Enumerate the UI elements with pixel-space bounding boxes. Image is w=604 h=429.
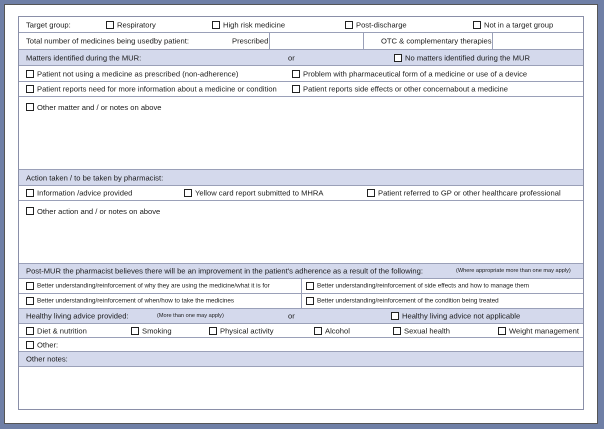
option-respiratory: Respiratory bbox=[117, 20, 156, 29]
healthy-note: (More than one may apply) bbox=[157, 313, 224, 319]
checkbox-yellow-card[interactable] bbox=[184, 189, 192, 197]
healthy-weight-management: Weight management bbox=[509, 326, 579, 335]
other-action-label: Other action and / or notes on above bbox=[37, 207, 161, 216]
checkbox-high-risk[interactable] bbox=[212, 21, 220, 29]
healthy-diet: Diet & nutrition bbox=[37, 326, 87, 335]
checkbox-not-in-target-group[interactable] bbox=[473, 21, 481, 29]
healthy-other-row bbox=[19, 338, 583, 352]
checkbox-side-effects-manage[interactable] bbox=[306, 282, 314, 290]
no-matters-label: No matters identified during the MUR bbox=[405, 53, 530, 62]
divider bbox=[492, 33, 493, 49]
checkbox-need-info[interactable] bbox=[26, 85, 34, 93]
healthy-alcohol: Alcohol bbox=[325, 326, 350, 335]
matter-non-adherence: Patient not using a medicine as prescribed (non-adherence) bbox=[37, 69, 239, 78]
post-mur-row-1 bbox=[19, 279, 583, 294]
action-information-advice: Information /advice provided bbox=[37, 188, 133, 198]
matters-notes-area bbox=[19, 97, 583, 170]
action-header-row bbox=[19, 170, 583, 186]
checkbox-sexual-health[interactable] bbox=[393, 327, 401, 335]
paper-sheet bbox=[4, 4, 598, 424]
checkbox-when-how[interactable] bbox=[26, 297, 34, 305]
other-notes-header-row bbox=[19, 352, 583, 367]
option-high-risk: High risk medicine bbox=[223, 20, 286, 29]
divider bbox=[269, 33, 270, 49]
checkbox-respiratory[interactable] bbox=[106, 21, 114, 29]
checkbox-healthy-na[interactable] bbox=[391, 312, 399, 320]
target-group-label: Target group: bbox=[26, 20, 71, 29]
checkbox-alcohol[interactable] bbox=[314, 327, 322, 335]
checkbox-weight-management[interactable] bbox=[498, 327, 506, 335]
prescribed-label: Prescribed bbox=[232, 36, 269, 46]
divider bbox=[301, 279, 302, 293]
action-label: Action taken / to be taken by pharmacist: bbox=[26, 173, 164, 182]
checkbox-referred-gp[interactable] bbox=[367, 189, 375, 197]
medicines-row bbox=[19, 33, 583, 50]
checkbox-healthy-other[interactable] bbox=[26, 341, 34, 349]
matter-need-info: Patient reports need for more information about a medicine or condition bbox=[37, 84, 277, 94]
matters-or: or bbox=[288, 53, 295, 62]
other-notes-label: Other notes: bbox=[26, 354, 68, 364]
checkbox-diet[interactable] bbox=[26, 327, 34, 335]
post-mur-header-row bbox=[19, 264, 583, 279]
checkbox-why-using[interactable] bbox=[26, 282, 34, 290]
healthy-physical-activity: Physical activity bbox=[220, 326, 274, 335]
matters-row-1 bbox=[19, 66, 583, 82]
action-row bbox=[19, 186, 583, 201]
divider bbox=[301, 294, 302, 308]
checkbox-side-effects[interactable] bbox=[292, 85, 300, 93]
checkbox-post-discharge[interactable] bbox=[345, 21, 353, 29]
action-notes-area bbox=[19, 201, 583, 264]
checkbox-smoking[interactable] bbox=[131, 327, 139, 335]
option-not-in-target-group: Not in a target group bbox=[484, 20, 554, 29]
matter-form-device: Problem with pharmaceutical form of a medicine or use of a device bbox=[303, 69, 528, 78]
checkbox-no-matters[interactable] bbox=[394, 54, 402, 62]
post-mur-condition-treated: Better understanding/reinforcement of the condition being treated bbox=[317, 297, 499, 305]
healthy-na-label: Healthy living advice not applicable bbox=[402, 311, 521, 321]
matters-row-2 bbox=[19, 82, 583, 97]
post-mur-note: (Where appropriate more than one may apply) bbox=[456, 268, 571, 274]
option-post-discharge: Post-discharge bbox=[356, 20, 407, 29]
checkbox-condition-treated[interactable] bbox=[306, 297, 314, 305]
post-mur-side-effects-manage: Better understanding/reinforcement of side effects and how to manage them bbox=[317, 282, 530, 290]
checkbox-non-adherence[interactable] bbox=[26, 70, 34, 78]
checkbox-other-matter[interactable] bbox=[26, 103, 34, 111]
action-referred-gp: Patient referred to GP or other healthcare professional bbox=[378, 188, 561, 198]
healthy-label: Healthy living advice provided: bbox=[26, 311, 129, 321]
post-mur-when-how: Better understanding/reinforcement of when/how to take the medicines bbox=[37, 297, 235, 305]
healthy-or: or bbox=[288, 311, 295, 321]
other-matter-label: Other matter and / or notes on above bbox=[37, 103, 162, 112]
checkbox-physical-activity[interactable] bbox=[209, 327, 217, 335]
action-yellow-card: Yellow card report submitted to MHRA bbox=[195, 188, 324, 198]
divider bbox=[363, 33, 364, 49]
post-mur-why-using: Better understanding/reinforcement of why they are using the medicine/what it is for bbox=[37, 282, 270, 290]
mur-form bbox=[18, 16, 584, 410]
matters-header-row bbox=[19, 50, 583, 66]
post-mur-label: Post-MUR the pharmacist believes there will be an improvement in the patient's adherence as a result of the following: bbox=[26, 266, 423, 276]
post-mur-row-2 bbox=[19, 294, 583, 309]
checkbox-other-action[interactable] bbox=[26, 207, 34, 215]
healthy-options-row bbox=[19, 324, 583, 338]
matter-side-effects: Patient reports side effects or other concernabout a medicine bbox=[303, 84, 509, 94]
healthy-smoking: Smoking bbox=[142, 326, 172, 335]
healthy-header-row bbox=[19, 309, 583, 324]
healthy-sexual-health: Sexual health bbox=[404, 326, 451, 335]
checkbox-information-advice[interactable] bbox=[26, 189, 34, 197]
healthy-other-label: Other: bbox=[37, 340, 59, 349]
other-notes-area[interactable] bbox=[19, 367, 583, 409]
target-group-row bbox=[19, 17, 583, 33]
checkbox-form-device[interactable] bbox=[292, 70, 300, 78]
otc-label: OTC & complementary therapies bbox=[381, 36, 492, 46]
matters-label: Matters identified during the MUR: bbox=[26, 53, 142, 62]
medicines-label: Total number of medicines being usedby patient: bbox=[26, 36, 189, 46]
